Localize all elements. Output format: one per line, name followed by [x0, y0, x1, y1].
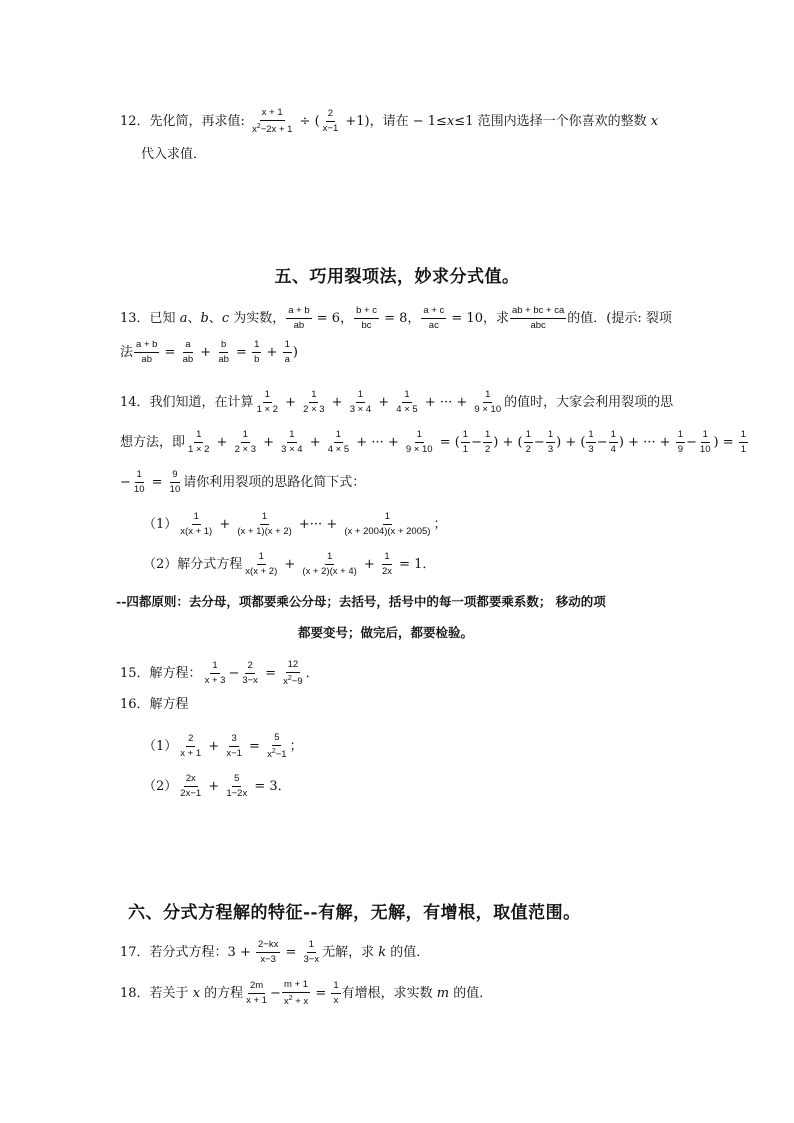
q14-p1-fraction-2: $\frac{1}{(x + 1)(x + 2)}$: [237, 511, 292, 537]
q13-hint-fraction-4: $\frac{1}{b}$: [254, 339, 260, 365]
q14-fraction-5: $\frac{1}{9 \times 10}$: [474, 389, 502, 415]
q14-split-9b: $\frac{1}{10}$: [699, 429, 711, 455]
q14-l2-fraction-2: $\frac{1}{2 \times 3}$: [234, 429, 256, 455]
q13-hint-fraction-1: $\frac{a + b}{ab}$: [136, 339, 158, 365]
q18-fraction-3: $\frac{1}{x}$: [333, 980, 339, 1007]
q12-lead: 先化简，再求值:: [149, 114, 250, 130]
q18-fraction-2: $\frac{m + 1}{x^2 + x}$: [283, 979, 309, 1008]
q14-split-9a: $\frac{1}{9}$: [677, 429, 684, 455]
q15-fraction-3: $\frac{12}{x^2-9}$: [283, 659, 303, 688]
q14-split-1a: $\frac{1}{1}$: [462, 429, 469, 455]
question-12: 12．先化简，再求值: $\frac{x + 1}{x^2-2x + 1}$ ÷ ( $\frac{2}{x-1}$ +1)，请在 − 1≤x≤1 范围内选择一个你喜欢的整数 x: [120, 107, 659, 136]
q16-part-1: （1） $\frac{2}{x + 1}$ + $\frac{3}{x-1}$ = $\frac{5}{x^2-1}$ ；: [143, 732, 303, 761]
q13-hint-fraction-5: $\frac{1}{a}$: [284, 339, 290, 365]
question-17: 17．若分式方程：3 + $\frac{2-kx}{x-3}$ = $\frac{1}{3-x}$ 无解，求 k 的值．: [120, 939, 430, 965]
question-18: 18．若关于 x 的方程 $\frac{2m}{x + 1}$ − $\frac{m + 1}{x^2 + x}$ = $\frac{1}{x}$ 有增根，求实数 m 的值．: [120, 979, 493, 1008]
question-13: 13．已知 a、b、c 为实数， $\frac{a + b}{ab}$ = 6， $\frac{b + c}{bc}$ = 8， $\frac{a + c}{ac}$ = 10，求 $\frac{ab + bc + ca}{\text{abc}}$ 的值．(提示: 裂项: [120, 305, 672, 331]
q14-p1-fraction-3: $\frac{1}{(x + 2004)(x + 2005)}$: [344, 511, 431, 537]
q14-part-1: （1） $\frac{1}{x(x + 1)}$ + $\frac{1}{(x + 1)(x + 2)}$ +··· + $\frac{1}{(x + 2004)(x + 2005)}$ ；: [143, 511, 447, 537]
q17-fraction-2: $\frac{1}{3-x}$: [303, 939, 320, 965]
q12-fraction-2: $\frac{2}{x-1}$: [322, 108, 339, 135]
q14-split-3b: $\frac{1}{4}$: [610, 429, 616, 455]
q14-fraction-1: $\frac{1}{1 \times 2}$: [256, 389, 278, 415]
q12-number: 12．: [120, 114, 150, 130]
q14-l2-fraction-4: $\frac{1}{4 \times 5}$: [327, 429, 350, 455]
q16-part-2: （2） $\frac{2x}{2x-1}$ + $\frac{5}{1-2x}$ = 3．: [143, 773, 291, 799]
q16-p2-fraction-1: $\frac{2x}{2x-1}$: [180, 773, 202, 799]
q15-fraction-1: $\frac{1}{x + 3}$: [204, 660, 226, 687]
q16-p1-fraction-2: $\frac{3}{x-1}$: [226, 733, 242, 760]
q14-p2-fraction-2: $\frac{1}{(x + 2)(x + 4)}$: [302, 551, 357, 577]
q14-split-2a: $\frac{1}{2}$: [525, 429, 531, 455]
question-14: 14．我们知道，在计算 $\frac{1}{1 \times 2}$ + $\frac{1}{2 \times 3}$ + $\frac{1}{3 \times 4}$ + $\frac{1}{4 \times 5}$ + ··· + $\frac{1}{9 \times 10}$ 的值时，大家会利用裂项的思: [120, 389, 674, 415]
q13-fraction-2: $\frac{b + c}{bc}$: [356, 305, 377, 331]
q16-p1-fraction-1: $\frac{2}{x + 1}$: [180, 733, 202, 760]
q14-split-3a: $\frac{1}{3}$: [588, 429, 594, 455]
q14-l2-fraction-3: $\frac{1}{3 \times 4}$: [281, 429, 303, 455]
q14-fraction-4: $\frac{1}{4 \times 5}$: [396, 389, 418, 415]
question-16: 16．解方程: [120, 697, 189, 712]
section-6-title: 六、分式方程解的特征--有解，无解，有增根，取值范围。: [128, 903, 581, 923]
q12-line-2: 代入求值．: [141, 147, 207, 162]
q13-fraction-3: $\frac{a + c}{ac}$: [423, 305, 445, 331]
q14-fraction-2: $\frac{1}{2 \times 3}$: [303, 389, 325, 415]
q17-fraction-1: $\frac{2-kx}{x-3}$: [257, 939, 279, 965]
q14-l2-fraction-5: $\frac{1}{9 \times 10}$: [405, 429, 433, 455]
q14-line-3: − $\frac{1}{10}$ = $\frac{9}{10}$ 请你利用裂项的思路化简下式：: [120, 469, 366, 495]
q18-fraction-1: $\frac{2m}{x + 1}$: [246, 980, 268, 1007]
q13-hint-fraction-2: $\frac{a}{ab}$: [182, 339, 194, 365]
q14-result-3: $\frac{9}{10}$: [169, 469, 181, 495]
q14-fraction-3: $\frac{1}{3 \times 4}$: [349, 389, 372, 415]
q14-split-1b: $\frac{1}{2}$: [485, 429, 491, 455]
section-5-title: 五、巧用裂项法，妙求分式值。: [274, 267, 520, 287]
q14-result-1: $\frac{1}{1}$: [740, 429, 747, 455]
q14-split-2b: $\frac{1}{3}$: [547, 429, 554, 455]
q13-fraction-1: $\frac{a + b}{ab}$: [288, 305, 310, 331]
q14-p2-fraction-3: $\frac{1}{2x}$: [381, 551, 392, 577]
q14-p1-fraction-1: $\frac{1}{x(x + 1)}$: [180, 511, 213, 537]
q14-part-2: （2）解分式方程 $\frac{1}{x(x + 2)}$ + $\frac{1}{(x + 2)(x + 4)}$ + $\frac{1}{2x}$ = 1．: [143, 551, 436, 577]
q15-fraction-2: $\frac{2}{3-x}$: [242, 660, 258, 687]
q12-fraction-1: $\frac{x + 1}{x^2-2x + 1}$: [252, 107, 293, 136]
q13-fraction-4: $\frac{ab + bc + ca}{\text{abc}}$: [511, 305, 565, 331]
q16-p2-fraction-2: $\frac{5}{1-2x}$: [226, 773, 248, 799]
question-15: 15．解方程： $\frac{1}{x + 3}$ − $\frac{2}{3-x}$ = $\frac{12}{x^2-9}$ ．: [120, 659, 319, 688]
rule-line-1: --四都原则：去分母，项都要乘公分母；去括号，括号中的每一项都要乘系数； 移动的项: [116, 594, 606, 609]
q14-p2-fraction-1: $\frac{1}{x(x + 2)}$: [245, 551, 278, 577]
q13-hint-fraction-3: $\frac{b}{ab}$: [218, 339, 229, 365]
rule-line-2: 都要变号；做完后，都要检验。: [298, 625, 474, 640]
q14-line-2: 想方法，即 $\frac{1}{1 \times 2}$ + $\frac{1}{2 \times 3}$ + $\frac{1}{3 \times 4}$ + $\frac{1}{4 \times 5}$ + ··· + $\frac{1}{9 \times 10}$ = ( $\frac{1}{1}$ − $\frac{1}{2}$ ) + ( $\frac{1}{2}$ − $\frac{1}{3}$ ) + ( $\frac{1}{3}$ − $\frac{1}{4}$ ) + ··· + $\frac{1}{9}$ − $\frac{1}{10}$ ) = $\frac{1}{1}$: [120, 429, 747, 455]
q14-result-2: $\frac{1}{10}$: [133, 469, 145, 495]
q16-p1-fraction-3: $\frac{5}{x^2-1}$: [267, 732, 287, 761]
q14-l2-fraction-1: $\frac{1}{1 \times 2}$: [188, 429, 210, 455]
q13-hint-line: 法 $\frac{a + b}{ab}$ = $\frac{a}{ab}$ + $\frac{b}{ab}$ = $\frac{1}{b}$ + $\frac{1}{a}$ ): [120, 339, 298, 365]
